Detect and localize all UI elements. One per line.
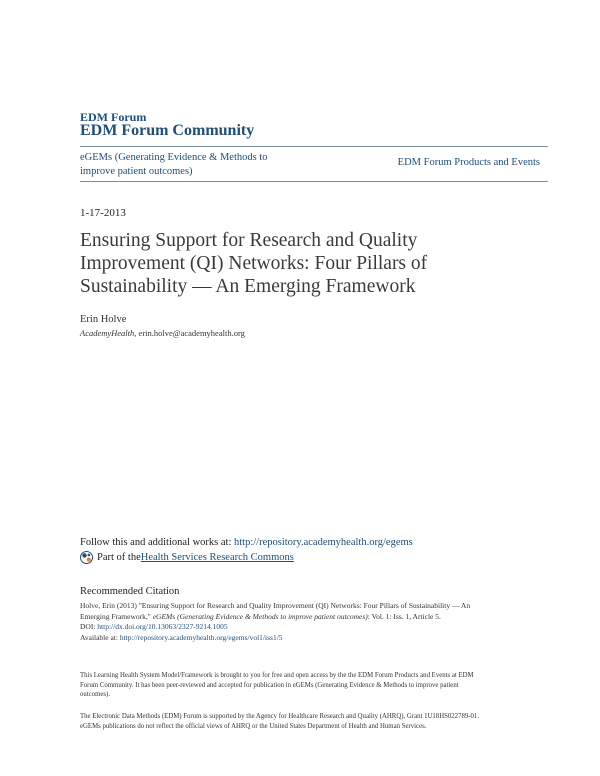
commons-link[interactable]: Health Services Research Commons xyxy=(140,552,294,563)
collection-link-line: eGEMs (Generating Evidence & Methods to xyxy=(80,152,268,163)
notice-line: Forum Community. It has been peer-reviewed and accepted for publication in eGEMs (Generating Evidence & Methods to improve patient xyxy=(80,681,459,689)
follow-works xyxy=(80,537,413,548)
article-title xyxy=(80,229,500,298)
citation-line xyxy=(80,612,520,623)
funding-notice xyxy=(80,712,520,731)
publication-date: 1-17-2013 xyxy=(80,207,126,219)
citation-body xyxy=(80,601,520,643)
doi-label: DOI: xyxy=(80,622,98,631)
org-name-community[interactable]: EDM Forum Community xyxy=(80,122,255,139)
collection-link-line: improve patient outcomes) xyxy=(80,166,193,177)
notice-line: The Electronic Data Methods (EDM) Forum is supported by the Agency for Healthcare Research and Quality (AHRQ), Grant 1U18HS022789-01. xyxy=(80,713,480,720)
available-label: Available at: xyxy=(80,632,120,642)
notice-line: eGEMs publications do not reflect the official views of AHRQ or the United States Department of Health and Human Services. xyxy=(80,722,427,730)
collection-nav xyxy=(80,146,548,182)
network-icon xyxy=(80,551,93,564)
collection-link-egems[interactable] xyxy=(80,151,310,179)
available-line xyxy=(80,633,520,644)
author-name: Erin Holve xyxy=(80,314,127,325)
follow-label: Follow this and additional works at: xyxy=(80,537,234,548)
citation-text: Emerging Framework," xyxy=(80,611,153,621)
title-line: Improvement (QI) Networks: Four Pillars of xyxy=(80,253,428,274)
part-of-label: Part of the xyxy=(97,552,141,563)
access-notice xyxy=(80,671,520,700)
affiliation-institution: AcademyHealth xyxy=(80,328,135,338)
notice-line: outcomes). xyxy=(80,691,111,698)
citation-heading: Recommended Citation xyxy=(80,586,180,597)
doi-link[interactable]: http://dx.doi.org/10.13063/2327-9214.1005 xyxy=(97,622,228,631)
org-name-small[interactable]: EDM Forum xyxy=(80,110,147,124)
repository-link[interactable]: http://repository.academyhealth.org/egems xyxy=(234,537,413,548)
doi-line xyxy=(80,622,520,633)
author-affiliation xyxy=(80,328,245,338)
article-link[interactable]: http://repository.academyhealth.org/egems/vol1/iss1/5 xyxy=(119,632,283,642)
part-of xyxy=(80,551,294,564)
citation-text: : Vol. 1: Iss. 1, Article 5. xyxy=(367,611,441,621)
collection-link-products-events[interactable]: EDM Forum Products and Events xyxy=(397,157,540,168)
journal-name: eGEMs (Generating Evidence & Methods to improve patient outcomes) xyxy=(152,611,368,621)
title-line: Ensuring Support for Research and Quality xyxy=(80,230,418,251)
citation-line: Holve, Erin (2013) "Ensuring Support for Research and Quality Improvement (QI) Networks: Four Pillars of Sustainability — An xyxy=(80,601,471,610)
title-line: Sustainability — An Emerging Framework xyxy=(80,276,416,297)
notice-line: This Learning Health System Model/Framework is brought to you for free and open access by the the EDM Forum Products and Events at EDM xyxy=(80,672,474,679)
author-email: , erin.holve@academyhealth.org xyxy=(134,328,245,338)
